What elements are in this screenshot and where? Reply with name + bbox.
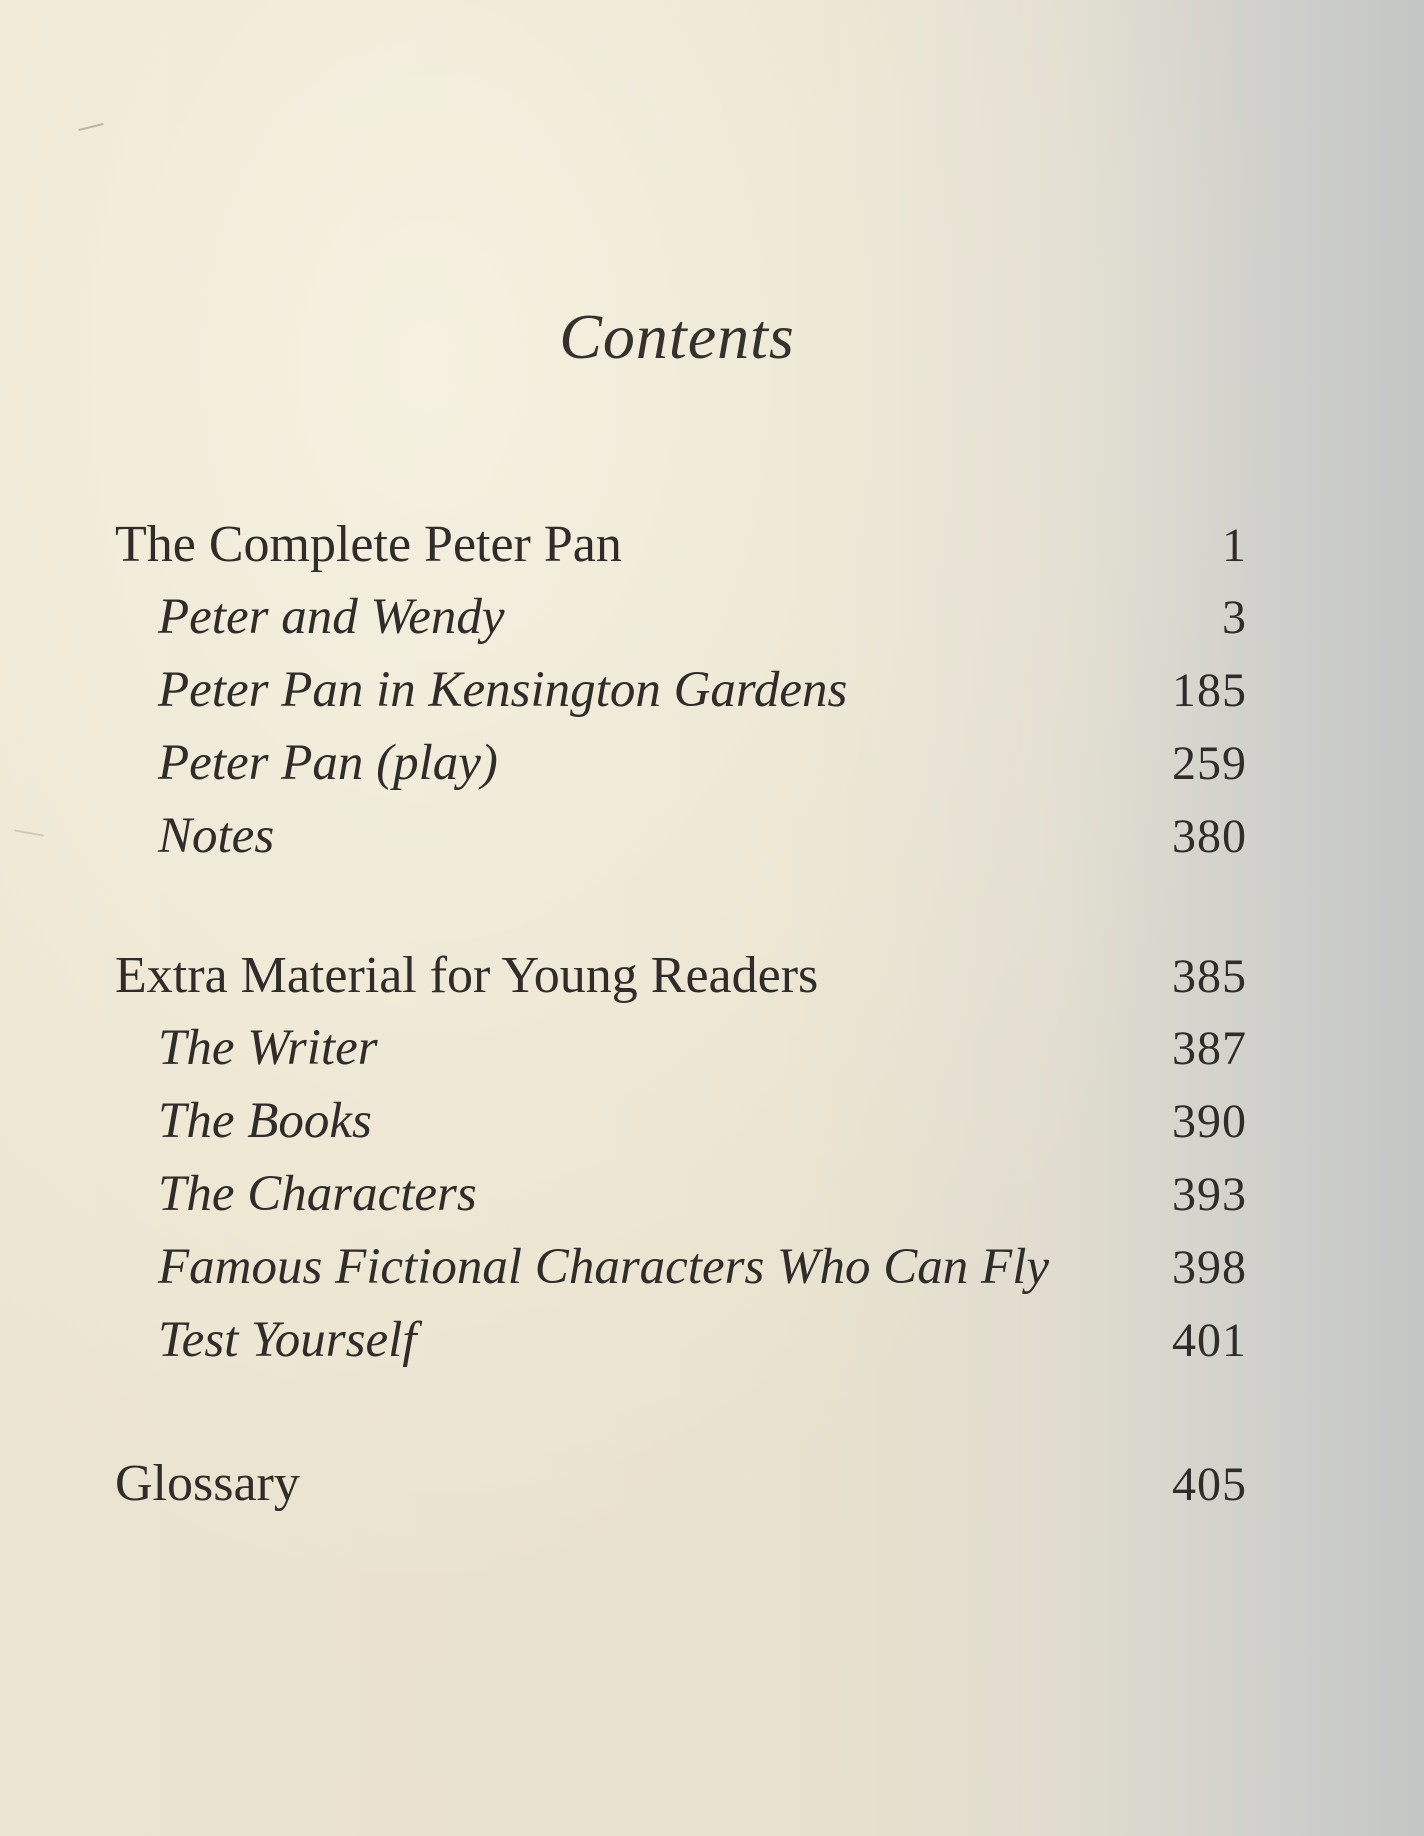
toc-subentry[interactable] [115, 727, 1247, 800]
toc-subentry[interactable] [115, 800, 1247, 873]
toc-entry-title: Extra Material for Young Readers [115, 947, 819, 1004]
toc-subentry[interactable] [115, 654, 1247, 727]
section-spacer [115, 1377, 1247, 1447]
toc-subentry-title: Notes [158, 808, 275, 864]
toc-subentry[interactable] [115, 1158, 1247, 1231]
toc-subentry-page: 380 [1172, 810, 1247, 863]
page-mark [78, 123, 104, 131]
toc-entry-page: 405 [1172, 1458, 1247, 1511]
page-mark [14, 829, 44, 836]
toc-subentry-title: Test Yourself [158, 1312, 417, 1368]
toc-subentry-page: 398 [1172, 1241, 1247, 1294]
section-spacer [115, 873, 1247, 939]
toc-subentry-page: 393 [1172, 1168, 1247, 1221]
toc-subentry[interactable] [115, 1012, 1247, 1085]
toc-entry-page: 1 [1222, 519, 1247, 572]
toc-subentry-title: Peter and Wendy [158, 589, 505, 645]
toc-subentry-page: 259 [1172, 737, 1247, 790]
toc-subentry-page: 185 [1172, 664, 1247, 717]
contents-heading: Contents [559, 301, 795, 372]
toc-entry[interactable] [115, 508, 1247, 581]
toc-subentry-title: The Characters [158, 1166, 477, 1222]
toc-subentry-title: The Writer [158, 1020, 378, 1076]
toc-subentry[interactable] [115, 1231, 1247, 1304]
toc-subentry-title: Peter Pan in Kensington Gardens [158, 662, 848, 718]
table-of-contents [115, 508, 1247, 1520]
toc-subentry-page: 387 [1172, 1022, 1247, 1075]
toc-subentry-title: Famous Fictional Characters Who Can Fly [158, 1239, 1050, 1295]
toc-subentry[interactable] [115, 1304, 1247, 1377]
toc-entry-title: The Complete Peter Pan [115, 516, 622, 573]
toc-entry[interactable] [115, 1447, 1247, 1520]
toc-subentry-title: Peter Pan (play) [158, 735, 498, 791]
toc-subentry-page: 401 [1172, 1314, 1247, 1367]
toc-subentry-title: The Books [158, 1093, 372, 1149]
toc-entry-title: Glossary [115, 1455, 300, 1512]
toc-entry[interactable] [115, 939, 1247, 1012]
toc-subentry-page: 3 [1222, 591, 1247, 644]
toc-subentry-page: 390 [1172, 1095, 1247, 1148]
toc-subentry[interactable] [115, 581, 1247, 654]
toc-entry-page: 385 [1172, 950, 1247, 1003]
toc-subentry[interactable] [115, 1085, 1247, 1158]
